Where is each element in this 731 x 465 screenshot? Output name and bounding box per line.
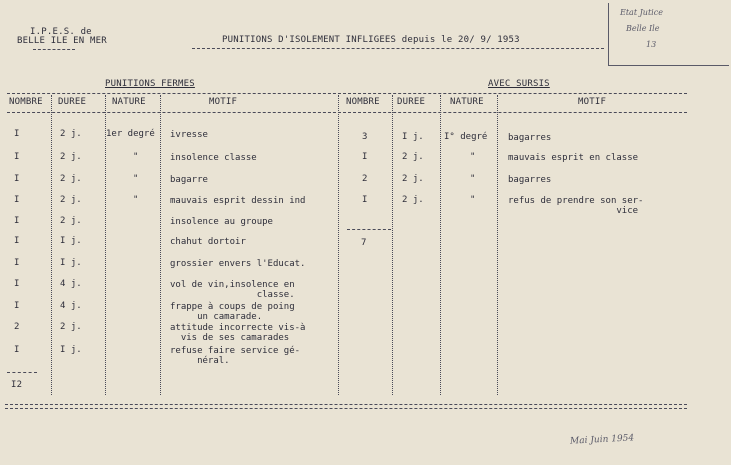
right-row-motif: refus de prendre son ser- vice <box>508 196 644 216</box>
col-nombre-right: NOMBRE <box>346 97 380 107</box>
school-line-1: I.P.E.S. de <box>30 27 92 37</box>
right-row-nature: " <box>470 174 476 184</box>
left-row-nombre: I <box>14 345 20 355</box>
left-row-motif: vol de vin,insolence en classe. <box>170 280 295 300</box>
left-total: I2 <box>11 380 23 390</box>
col-duree-right: DUREE <box>397 97 426 107</box>
right-row-motif: mauvais esprit en classe <box>508 153 639 163</box>
left-row-duree: 2 j. <box>60 152 82 162</box>
left-row-motif: ivresse <box>170 130 208 140</box>
left-row-nombre: I <box>14 216 20 226</box>
left-row-duree: 2 j. <box>60 195 82 205</box>
bottom-double-rule <box>5 404 687 409</box>
vline-4 <box>338 95 339 395</box>
left-row-nature: 1er degré <box>106 129 155 139</box>
left-row-motif: chahut dortoir <box>170 237 246 247</box>
right-row-nature: " <box>470 152 476 162</box>
right-row-duree: 2 j. <box>402 195 424 205</box>
right-total: 7 <box>361 238 367 248</box>
vline-2 <box>105 95 106 395</box>
left-row-nombre: I <box>14 195 20 205</box>
handwritten-note-2: Belle Ile <box>626 24 660 33</box>
vline-6 <box>440 95 441 395</box>
right-row-nombre: I <box>362 152 368 162</box>
vline-1 <box>51 95 52 395</box>
right-row-nature: I° degré <box>444 132 488 142</box>
right-total-rule <box>347 229 391 230</box>
right-row-nombre: 2 <box>362 174 368 184</box>
vline-3 <box>160 95 161 395</box>
left-row-nature: " <box>133 174 139 184</box>
vline-5 <box>392 95 393 395</box>
right-row-duree: 2 j. <box>402 152 424 162</box>
right-row-motif: bagarres <box>508 133 552 143</box>
left-row-motif: refuse faire service gé- néral. <box>170 346 301 366</box>
school-line-2: BELLE ILE EN MER <box>17 36 107 46</box>
left-row-motif: insolence classe <box>170 153 257 163</box>
col-nature-left: NATURE <box>112 97 146 107</box>
header-top-rule <box>7 93 687 94</box>
col-nature-right: NATURE <box>450 97 484 107</box>
left-row-nombre: I <box>14 129 20 139</box>
left-row-motif: frappe à coups de poing un camarade. <box>170 302 295 322</box>
right-row-nombre: 3 <box>362 132 368 142</box>
header-bottom-rule <box>7 112 687 113</box>
left-row-duree: I j. <box>60 236 82 246</box>
left-row-duree: 2 j. <box>60 129 82 139</box>
section-title-left: PUNITIONS FERMES <box>105 79 195 89</box>
left-row-duree: 4 j. <box>60 301 82 311</box>
left-row-nombre: I <box>14 174 20 184</box>
col-motif-left: MOTIF <box>209 97 238 107</box>
left-row-duree: 2 j. <box>60 322 82 332</box>
right-row-duree: I j. <box>402 132 424 142</box>
left-row-motif: grossier envers l'Educat. <box>170 259 306 269</box>
right-row-duree: 2 j. <box>402 174 424 184</box>
col-nombre-left: NOMBRE <box>9 97 43 107</box>
right-row-nature: " <box>470 195 476 205</box>
left-row-duree: I j. <box>60 345 82 355</box>
handwritten-date: Mai Juin 1954 <box>569 433 635 447</box>
col-duree-left: DUREE <box>58 97 87 107</box>
school-underline <box>33 49 75 50</box>
left-row-motif: attitude incorrecte vis-à vis de ses camarades <box>170 323 306 343</box>
title-underline <box>192 48 604 49</box>
left-row-nombre: 2 <box>14 322 20 332</box>
left-total-rule <box>7 372 37 373</box>
left-row-duree: 2 j. <box>60 216 82 226</box>
left-row-motif: insolence au groupe <box>170 217 273 227</box>
left-row-nombre: I <box>14 279 20 289</box>
left-row-nombre: I <box>14 236 20 246</box>
section-title-right: AVEC SURSIS <box>488 79 550 89</box>
left-row-nombre: I <box>14 152 20 162</box>
left-row-duree: 2 j. <box>60 174 82 184</box>
col-motif-right: MOTIF <box>578 97 607 107</box>
handwritten-note-1: Etat Jutice <box>620 8 663 17</box>
left-row-motif: mauvais esprit dessin ind <box>170 196 306 206</box>
handwritten-note-3: 13 <box>646 40 657 49</box>
left-row-duree: I j. <box>60 258 82 268</box>
left-row-nature: " <box>133 152 139 162</box>
left-row-duree: 4 j. <box>60 279 82 289</box>
right-row-nombre: I <box>362 195 368 205</box>
left-row-nombre: I <box>14 258 20 268</box>
left-row-nombre: I <box>14 301 20 311</box>
left-row-motif: bagarre <box>170 175 208 185</box>
page-title: PUNITIONS D'ISOLEMENT INFLIGEES depuis le 20/ 9/ 1953 <box>222 35 520 45</box>
right-row-motif: bagarres <box>508 175 552 185</box>
left-row-nature: " <box>133 195 139 205</box>
vline-7 <box>497 95 498 395</box>
